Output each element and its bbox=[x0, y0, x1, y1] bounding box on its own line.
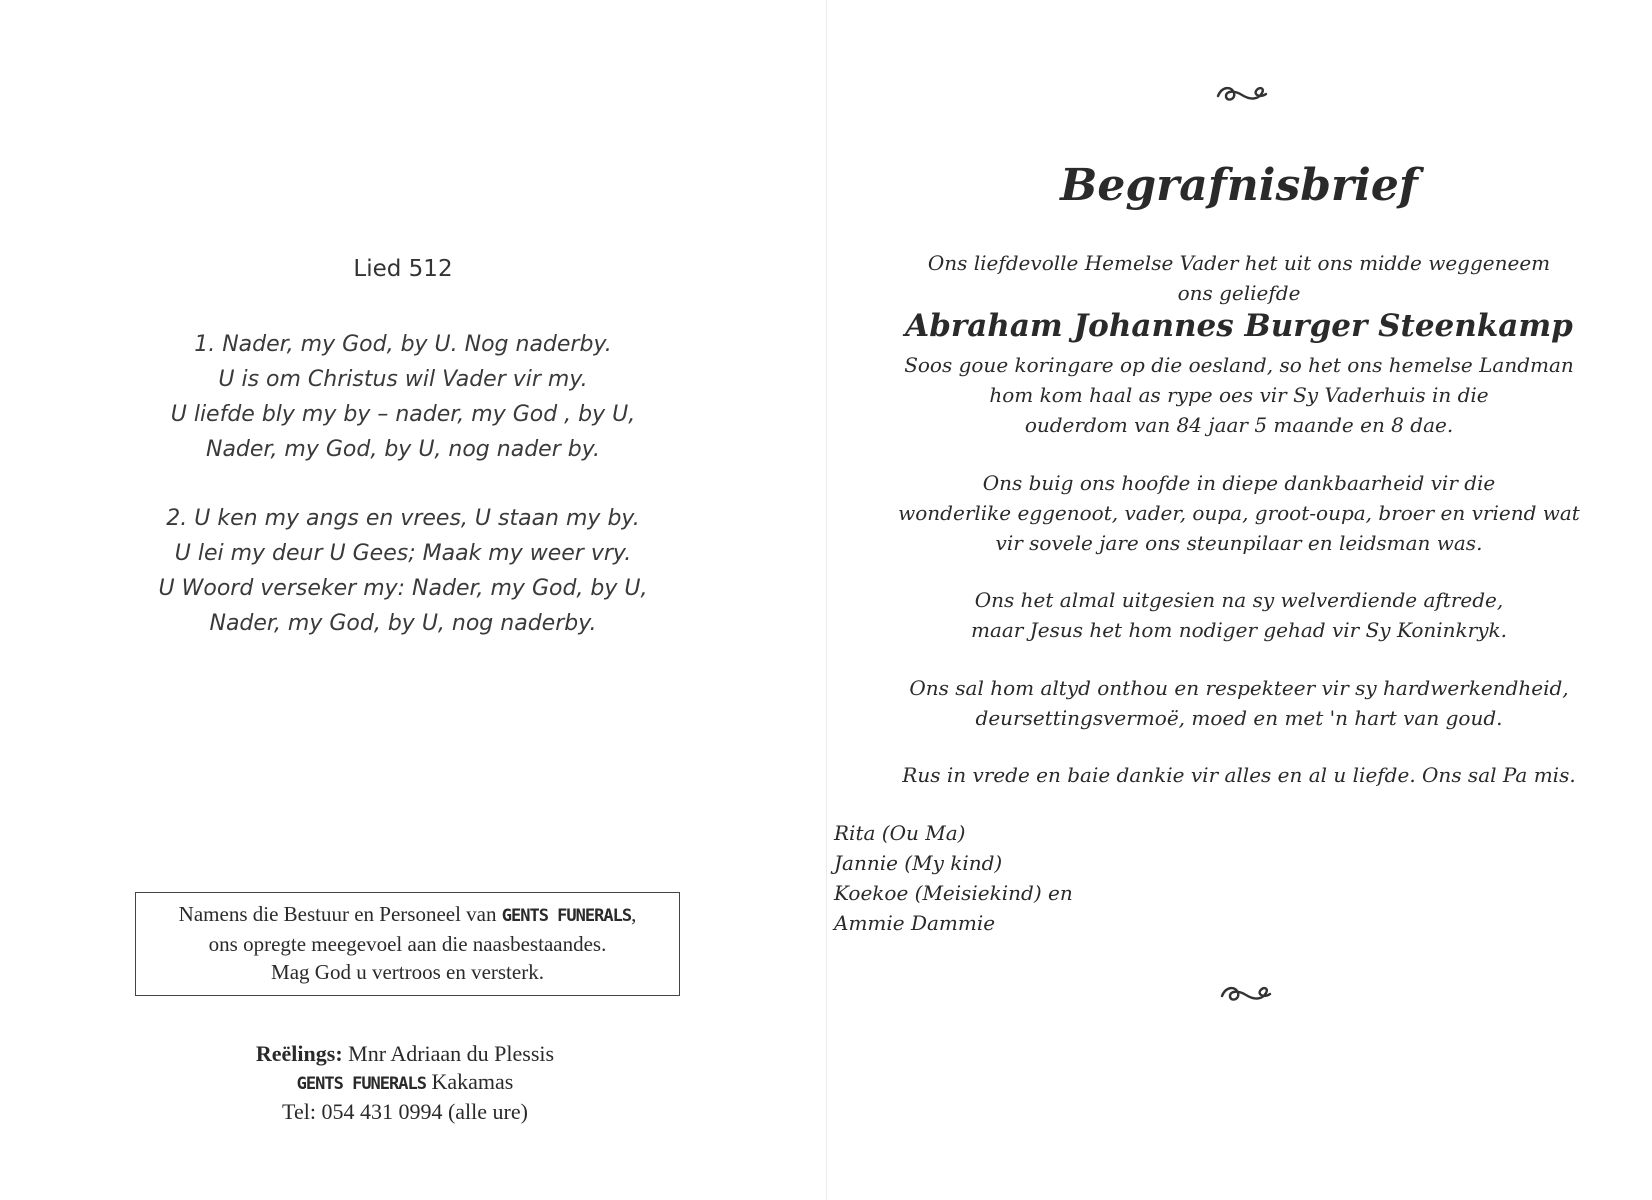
hymn-title: Lied 512 bbox=[353, 256, 453, 282]
text-line: wonderlike eggenoot, vader, oupa, groot-oupa, broer en vriend wat bbox=[898, 501, 1580, 525]
intro-paragraph bbox=[826, 248, 1652, 308]
verse-line: U liefde bly my by – nader, my God , by U, bbox=[170, 402, 636, 427]
verse-line: 2. U ken my angs en vrees, U staan my by. bbox=[166, 506, 640, 531]
text-line: Soos goue koringare op die oesland, so het ons hemelse Landman bbox=[904, 353, 1574, 377]
paragraph-3 bbox=[826, 585, 1652, 645]
brand-logo-text: GENTS FUNERALS bbox=[296, 1074, 426, 1094]
arrangements-label: Reëlings: bbox=[255, 1041, 343, 1066]
paragraph-1 bbox=[826, 350, 1652, 440]
signature-line: Koekoe (Meisiekind) en bbox=[834, 881, 1073, 905]
text-line: maar Jesus het hom nodiger gehad vir Sy Koninkryk. bbox=[970, 618, 1507, 642]
scroll-flourish-icon bbox=[1216, 978, 1276, 1008]
paragraph-2 bbox=[826, 468, 1652, 558]
condolence-line-3: Mag God u vertroos en versterk. bbox=[271, 960, 544, 984]
text-line: hom kom haal as rype oes vir Sy Vaderhuis in die bbox=[989, 383, 1489, 407]
verse-line: U is om Christus wil Vader vir my. bbox=[218, 367, 588, 392]
scroll-flourish-icon bbox=[1212, 78, 1272, 108]
hymn-verse-1 bbox=[0, 327, 806, 467]
signatures-list bbox=[834, 818, 1434, 938]
text-line: vir sovele jare ons steunpilaar en leidsman was. bbox=[995, 531, 1483, 555]
text-line: Ons buig ons hoofde in diepe dankbaarheid vir die bbox=[982, 471, 1496, 495]
hymn-verse-2 bbox=[0, 501, 806, 641]
condolence-text: Namens die Bestuur en Personeel van bbox=[178, 902, 497, 926]
arrangements-block bbox=[0, 1040, 810, 1126]
signature-line: Jannie (My kind) bbox=[834, 851, 1003, 875]
document-title: Begrafnisbrief bbox=[1060, 160, 1418, 211]
deceased-name: Abraham Johannes Burger Steenkamp bbox=[905, 308, 1573, 344]
arrangements-town: Kakamas bbox=[431, 1069, 514, 1094]
paragraph-4 bbox=[826, 673, 1652, 733]
text-line: Ons liefdevolle Hemelse Vader het uit ons midde weggeneem bbox=[927, 251, 1551, 275]
brand-logo-text: GENTS FUNERALS bbox=[501, 906, 632, 926]
arrangements-contact-name: Mnr Adriaan du Plessis bbox=[348, 1041, 555, 1066]
verse-line: Nader, my God, by U, nog nader by. bbox=[205, 437, 600, 462]
condolence-comma: , bbox=[631, 902, 637, 926]
condolence-box bbox=[135, 892, 680, 996]
text-line: ouderdom van 84 jaar 5 maande en 8 dae. bbox=[1024, 413, 1454, 437]
text-line: deursettingsvermoë, moed en met 'n hart van goud. bbox=[975, 706, 1503, 730]
signature-line: Rita (Ou Ma) bbox=[834, 821, 966, 845]
text-line: Rus in vrede en baie dankie vir alles en al u liefde. Ons sal Pa mis. bbox=[902, 763, 1576, 787]
verse-line: U Woord verseker my: Nader, my God, by U, bbox=[158, 576, 648, 601]
signature-line: Ammie Dammie bbox=[834, 911, 996, 935]
text-line: Ons het almal uitgesien na sy welverdiende aftrede, bbox=[974, 588, 1504, 612]
verse-line: U lei my deur U Gees; Maak my weer vry. bbox=[174, 541, 632, 566]
arrangements-phone: Tel: 054 431 0994 (alle ure) bbox=[282, 1099, 528, 1124]
right-page bbox=[826, 0, 1652, 1200]
condolence-line-1 bbox=[136, 900, 679, 930]
arrangements-line-2 bbox=[0, 1068, 810, 1098]
condolence-line-2: ons opregte meegevoel aan die naasbestaandes. bbox=[208, 932, 607, 956]
verse-line: 1. Nader, my God, by U. Nog naderby. bbox=[194, 332, 612, 357]
verse-line: Nader, my God, by U, nog naderby. bbox=[209, 611, 597, 636]
arrangements-line-1 bbox=[0, 1040, 810, 1068]
text-line: ons geliefde bbox=[1177, 281, 1301, 305]
text-line: Ons sal hom altyd onthou en respekteer vir sy hardwerkendheid, bbox=[909, 676, 1569, 700]
paragraph-5 bbox=[826, 760, 1652, 790]
